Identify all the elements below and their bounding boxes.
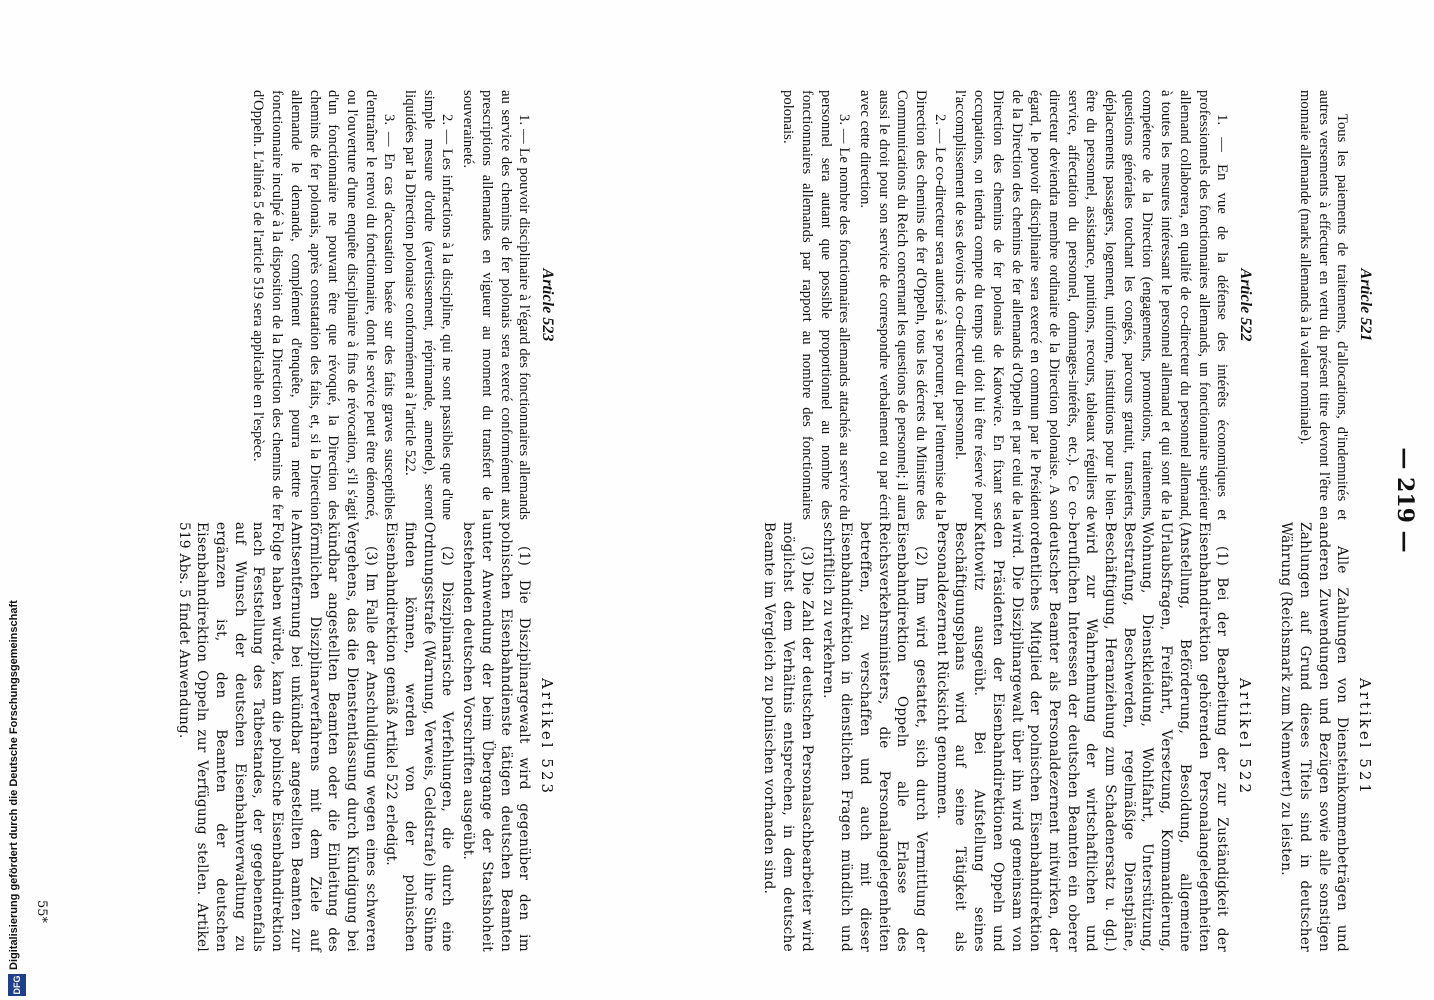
german-paragraph: (1) Die Disziplinargewalt wird gegenüber den im polnischen Eisenbahndienste tätigen deutschen Beamten unter Anwendung der beim Übergange der Staatshoheit bestehenden deutschen Vorschriften ausgeübt. xyxy=(460,522,533,952)
german-heading-522: Artikel 522 xyxy=(1236,678,1254,796)
french-article-522 xyxy=(776,90,1254,520)
german-paragraph: (3) Die Zahl der deutschen Personalsachbearbeiter wird möglichst dem Verhältnis entsprechen, in dem deutsche Beamte im Vergleich zu polnischen vorhanden sind. xyxy=(761,522,815,952)
german-paragraph: (2) Disziplinarische Verfehlungen, die durch eine Ordnungsstrafe (Warnung, Verweis, Geldstrafe) ihre Sühne finden können, werden von der polnischen Eisenbahndirektion gemäß Artikel 522 erledigt. xyxy=(383,522,456,952)
german-paragraph: (2) Ihm wird gestattet, sich durch Vermittlung der Eisenbahndirektion Oppeln alle Erlasse des Reichsverkehrsministers, die Personalangelegenheiten betreffen, zu verschaffen und auch mit dieser Eisenbahndirektion in dienstlichen Fragen mündlich und schriftlich zu verkehren. xyxy=(819,522,930,952)
french-article-523 xyxy=(247,90,556,520)
french-heading-521: Article 521 xyxy=(1357,268,1374,342)
dfg-logo: DFG xyxy=(8,974,26,996)
german-paragraph: (1) Bei der Bearbeitung der zur Zuständigkeit der Eisenbahndirektion gehörenden Personalangelegenheiten (Anstellung, Beförderung, Besoldung, allgemeine Urlaubsfragen, Freifahrt, Versetzung, Kommandierung, Wohnung, Dienstkleidung, Wohlfahrt, Unterstützung, Bestrafung, Beschwerden, regelmäßige Dienstpläne, Beschäftigung, Heranziehung zum Schadenersatz u. dgl.) wird zur Wahrnehmung der wirtschaftlichen und beruflichen Interessen der deutschen Beamten ein oberer deutscher Beamter als Personaldezernent mitwirken, der ordentliches Mitglied der polnischen Eisenbahndirektion wird. Die Disziplinargewalt über ihn wird gemeinsam von den Präsidenten der Eisenbahndirektionen Oppeln und Kattowitz ausgeübt. Bei Aufstellung seines Beschäftigungsplans wird auf seine Tätigkeit als Personaldezernent Rücksicht genommen. xyxy=(933,522,1231,952)
german-article-522 xyxy=(758,522,1254,952)
french-heading-522: Article 522 xyxy=(1237,268,1254,342)
german-heading-523: Artikel 523 xyxy=(538,678,556,796)
french-article-521 xyxy=(1293,90,1374,520)
french-paragraph: Tous les paiements de traitements, d'allocations, d'indemnités et autres versements à effectuer en vertu du présent titre devront l'être en monnaie allemande (marks allemands à la valeur nominale). xyxy=(1296,90,1351,520)
french-paragraph: 2. — Le co-directeur sera autorisé à se procurer, par l'entremise de la Direction des chemins de fer d'Oppeln, tous les décrets du Ministre des Communications du Reich concernant les questions de personnel; il aura aussi le droit pour son service de correspondre verbalement ou par écrit avec cette direction. xyxy=(856,90,948,520)
german-article-521 xyxy=(1274,522,1374,952)
digitization-note: Digitalisierung gefördert durch die Deutsche Forschungsgemeinschaft xyxy=(8,600,20,970)
french-heading-523: Article 523 xyxy=(539,268,556,342)
german-paragraph: (3) Im Falle der Anschuldigung wegen eines schweren Vergehens, das die Dienstentlassung durch Kündigung bei kündbar angestellten Beamten oder die Einleitung des förmlichen Disziplinarverfahrens mit dem Ziele auf Amtsentfernung bei unkündbar angestellten Beamten zur Folge haben würde, kann die polnische Eisenbahndirektion nach Feststellung des Tatbestandes, der gegebenenfalls auf Wunsch der deutschen Eisenbahnverwaltung zu ergänzen ist, den Beamten der deutschen Eisenbahndirektion Oppeln zur Verfügung stellen. Artikel 519 Abs. 5 findet Anwendung. xyxy=(175,522,379,952)
german-heading-521: Artikel 521 xyxy=(1356,678,1374,796)
french-paragraph: 1. — Le pouvoir disciplinaire à l'égard des fonctionnaires allemands au service des chemins de fer polonais sera exercé conformément aux prescriptions allemandes en vigueur au moment du transfert de la souveraineté. xyxy=(460,90,533,520)
german-article-523 xyxy=(172,522,556,952)
page-signature: 55* xyxy=(34,900,49,924)
page-number: — 219 — xyxy=(1392,447,1418,553)
french-paragraph: 3. — Le nombre des fonctionnaires allemands attachés au service du personnel sera autant que possible proportionnel au nombre des fonctionnaires allemands par rapport au nombre des fonctionnaires polonais. xyxy=(780,90,853,520)
french-paragraph: 2. — Les infractions à la discipline, qui ne sont passibles que d'une simple mesure d'ordre (avertissement, réprimande, amende), seront liquidées par la Direction polonaise conformément à l'article 522. xyxy=(402,90,456,520)
french-paragraph: 3. — En cas d'accusation basée sur des faits graves susceptibles d'entraîner le renvoi du fonctionnaire, dont le service peut être dénoncé, ou l'ouverture d'une enquête disciplinaire à fins de révocation, s'il s'agit d'un fonctionnaire ne pouvant être que révoqué, la Direction des chemins de fer polonais, après constatation des faits, et, si la Direction allemande le demande, complément d'enquête, pourra mettre le fonctionnaire inculpé à la disposition de la Direction des chemins de fer d'Oppeln. L'alinéa 5 de l'article 519 sera applicable en l'espèce. xyxy=(250,90,398,520)
german-paragraph: Alle Zahlungen von Diensteinkommenbeträgen und anderen Zuwendungen und Bezügen sowie alle sonstigen Zahlungen auf Grund dieses Titels sind in deutscher Währung (Reichsmark zum Nennwert) zu leisten. xyxy=(1278,522,1351,952)
french-paragraph: 1. — En vue de la défense des intérêts économiques et professionnels des fonctionnaires allemands, un fonctionnaire supérieur allemand collaborera, en qualité de co-directeur du personnel allemand, à toutes les mesures intéressant le personnel allemand et qui sont de la compétence de la Direction (engagements, promotions, traitements, questions générales touchant les congés, parcours gratuit, transferts, déplacements passagers, logement, uniforme, institutions pour le bien-être du personnel, assistance, punitions, recours, tableaux réguliers de service, affectation du personnel, dommages-intérêts, etc.). Ce co-directeur deviendra membre ordinaire de la Direction polonaise. A son égard, le pouvoir disciplinaire sera exercé en commun par le Président de la Direction des chemins de fer allemands d'Oppeln et par celui de la Direction des chemins de fer polonais de Katowice. En fixant ses occupations, on tiendra compte du temps qui doit lui être réservé pour l'accomplissement de ses devoirs de co-directeur du personnel. xyxy=(952,90,1231,520)
